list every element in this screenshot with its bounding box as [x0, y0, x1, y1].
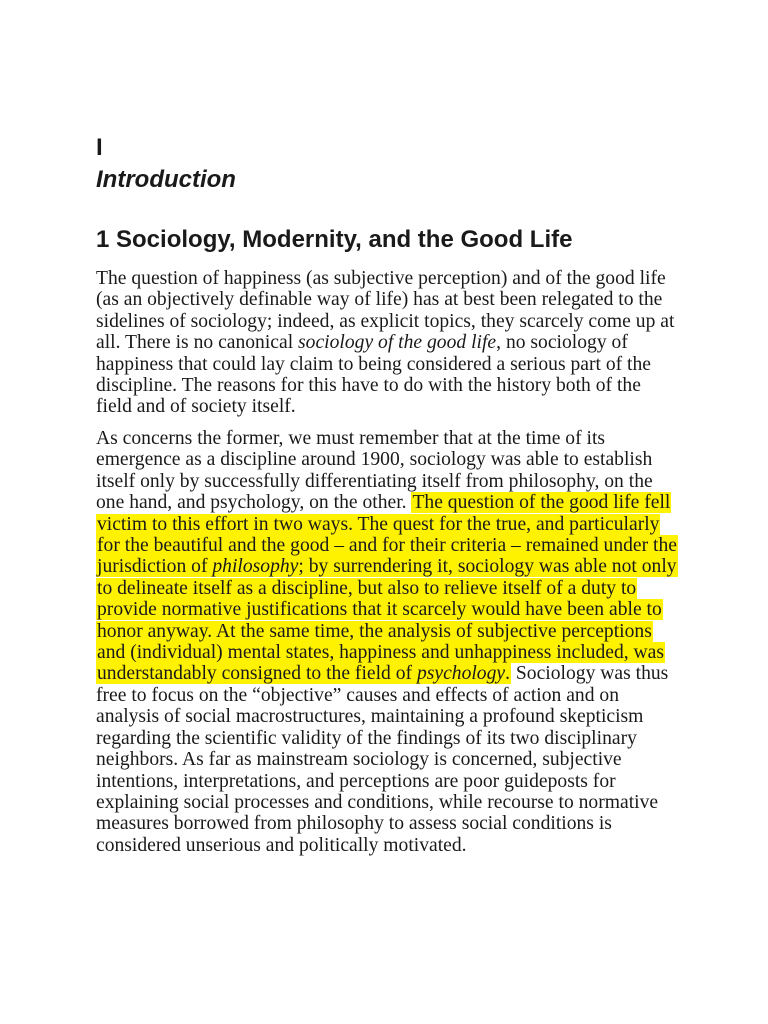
highlight-italic-philosophy: philosophy — [212, 556, 299, 578]
paragraph-2 — [96, 428, 681, 856]
chapter-title: 1 Sociology, Modernity, and the Good Life — [96, 226, 573, 253]
highlight-text-c: . — [505, 663, 511, 685]
part-title: Introduction — [96, 166, 236, 193]
part-number: I — [96, 134, 103, 161]
paragraph-2-text-a: As concerns the former, we must remember that at the time of its emergence as a discipline around 1900, sociology was able to establish itself only by successfully differentiating itself from philosophy, on the one hand, and psychology, on the other. — [96, 428, 653, 514]
paragraph-1-italic-term: sociology of the good life — [298, 332, 497, 354]
highlight-text-b: ; by surrendering it, sociology was able not only to delineate itself as a discipline, but also to relieve itself of a duty to provide normative justifications that it scarcely would have been able to honor anyway. At the same time, the analysis of subjective perceptions and (individual) mental states, happiness and unhappiness included, was understandably consigned to the field of — [97, 556, 677, 685]
highlighted-passage[interactable] — [96, 492, 678, 684]
paragraph-2-text-b: Sociology was thus free to focus on the “objective” causes and effects of action and on analysis of social macrostructures, maintaining a profound skepticism regarding the scientific validity of the findings of its two disciplinary neighbors. As far as mainstream sociology is concerned, subjective intentions, interpretations, and perceptions are poor guideposts for explaining social processes and conditions, while recourse to normative measures borrowed from philosophy to assess social conditions is considered unserious and politically motivated. — [96, 663, 669, 856]
highlight-text-a: The question of the good life fell victim to this effort in two ways. The quest for the true, and particularly for the beautiful and the good – and for their criteria – remained under the jurisdiction of — [97, 492, 677, 578]
paragraph-1-text-b: , no sociology of happiness that could lay claim to being considered a serious part of the discipline. The reasons for this have to do with the history both of the field and of society itself. — [96, 332, 651, 418]
document-page — [96, 0, 681, 1024]
paragraph-1-text-a: The question of happiness (as subjective perception) and of the good life (as an objectively definable way of life) has at best been relegated to the sidelines of sociology; indeed, as explicit topics, they scarcely come up at all. There is no canonical — [96, 268, 675, 354]
paragraph-1 — [96, 268, 681, 418]
highlight-italic-psychology: psychology — [416, 663, 506, 685]
